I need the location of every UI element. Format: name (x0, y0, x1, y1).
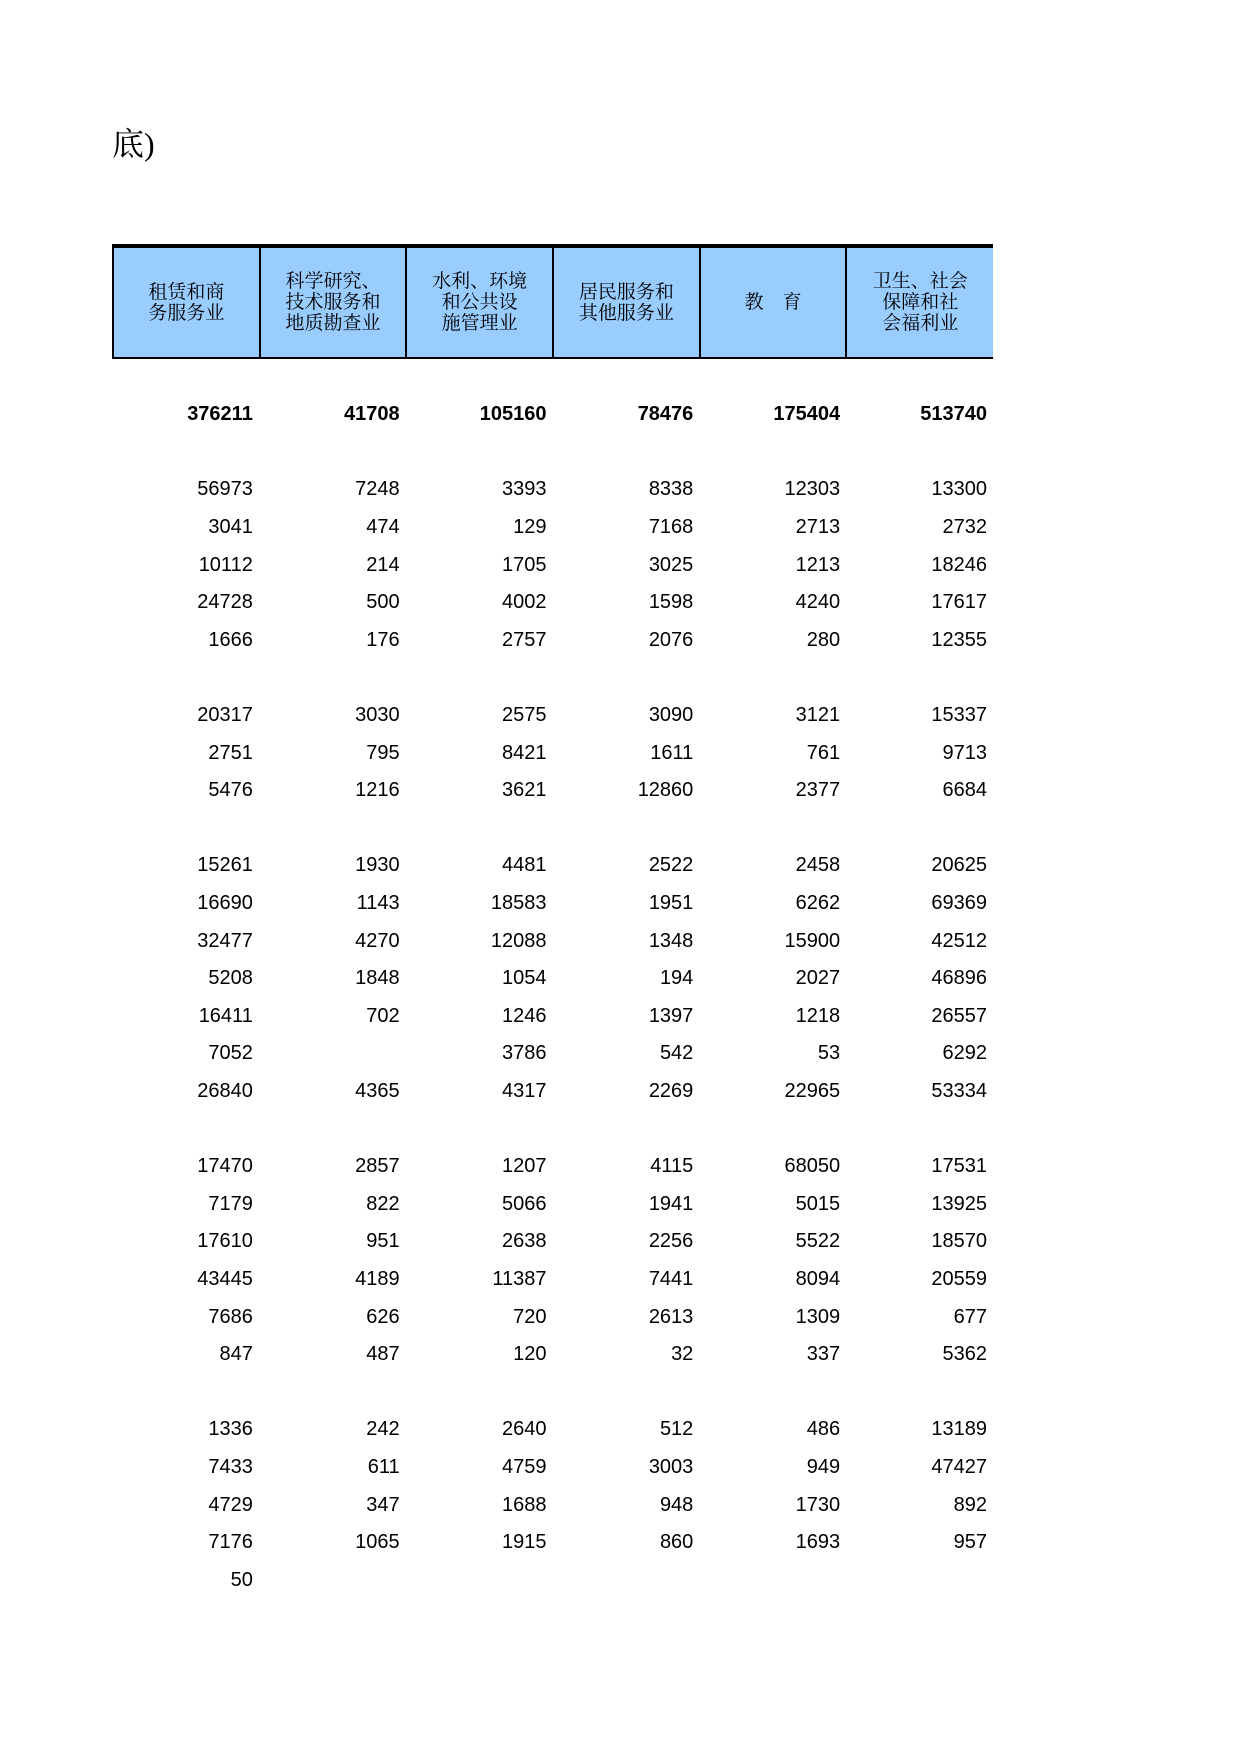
table-cell: 5066 (501, 1192, 547, 1215)
column-header-health-social-welfare: 卫生、社会 保障和社 会福利业 (872, 270, 968, 334)
table-cell: 3121 (795, 704, 841, 727)
table-row (112, 1298, 993, 1336)
table-cell: 474 (366, 516, 400, 539)
table-cell: 3030 (355, 704, 400, 727)
table-cell: 20559 (931, 1267, 987, 1290)
table-cell: 15900 (784, 929, 841, 952)
table-cell: 12355 (931, 628, 987, 651)
table-cell: 2377 (795, 779, 841, 802)
table-cell: 1598 (648, 591, 694, 614)
table-cell: 847 (219, 1343, 253, 1366)
table-cell: 15337 (931, 704, 987, 727)
table-row (112, 772, 993, 810)
table-cell: 1336 (208, 1418, 253, 1441)
table-cell: 18583 (490, 892, 547, 915)
table-body (112, 396, 993, 1599)
table-cell: 3621 (501, 779, 547, 802)
table-row (112, 1336, 993, 1374)
table-cell: 677 (953, 1305, 987, 1328)
table-cell: 13300 (931, 478, 987, 501)
table-cell: 2640 (501, 1418, 547, 1441)
table-cell: 3041 (208, 516, 253, 539)
table-cell: 7052 (208, 1042, 253, 1065)
table-cell: 7179 (208, 1192, 253, 1215)
table-cell: 1213 (795, 553, 841, 576)
table-cell: 17610 (197, 1230, 253, 1253)
table-cell: 7168 (648, 516, 694, 539)
group-spacer (112, 659, 993, 697)
table-row (112, 847, 993, 885)
total-cell: 175404 (773, 403, 841, 426)
table-row (112, 1411, 993, 1449)
table-cell: 948 (659, 1493, 694, 1516)
table-cell: 4481 (501, 854, 547, 877)
table-cell: 1065 (355, 1531, 400, 1554)
total-cell: 41708 (344, 403, 400, 426)
table-cell: 347 (366, 1493, 400, 1516)
page-title: 底) (112, 126, 155, 162)
table-cell: 13925 (931, 1192, 987, 1215)
table-cell: 1915 (501, 1531, 547, 1554)
column-header-resident-services: 居民服务和 其他服务业 (554, 248, 701, 357)
table-cell: 1705 (501, 553, 547, 576)
table-cell: 43445 (197, 1267, 253, 1290)
table-cell: 1054 (501, 967, 547, 990)
table-cell: 17470 (197, 1155, 253, 1178)
table-cell: 2732 (942, 516, 987, 539)
table-cell: 1397 (648, 1004, 694, 1027)
table-cell: 1951 (648, 892, 694, 915)
table-cell: 69369 (931, 892, 987, 915)
table-cell: 1246 (501, 1004, 547, 1027)
table-cell: 17617 (931, 591, 987, 614)
table-cell: 3003 (648, 1455, 694, 1478)
table-row (112, 1148, 993, 1186)
table-cell: 2613 (648, 1305, 694, 1328)
table-cell: 280 (806, 628, 841, 651)
table-cell: 4115 (650, 1155, 694, 1178)
table-cell: 1348 (648, 929, 694, 952)
table-cell: 194 (659, 967, 694, 990)
table-header (112, 244, 993, 359)
table-row (112, 1449, 993, 1487)
table-cell: 15261 (197, 854, 253, 877)
table-cell: 2575 (501, 704, 547, 727)
table-cell: 2638 (501, 1230, 547, 1253)
table-cell: 1688 (501, 1493, 547, 1516)
total-cell: 376211 (187, 403, 253, 426)
table-cell: 68050 (784, 1155, 841, 1178)
table-cell: 2256 (648, 1230, 694, 1253)
table-cell: 486 (806, 1418, 841, 1441)
table-row (112, 1524, 993, 1562)
table-cell: 2076 (648, 628, 694, 651)
table-cell: 16411 (198, 1004, 253, 1027)
table-cell: 860 (659, 1531, 694, 1554)
table-cell: 702 (366, 1004, 400, 1027)
table-cell: 2713 (795, 516, 841, 539)
table-cell: 2522 (648, 854, 694, 877)
column-header-leasing-business-services: 租赁和商 务服务业 (114, 248, 261, 357)
table-cell: 337 (806, 1343, 841, 1366)
table-cell: 22965 (784, 1079, 841, 1102)
table-cell: 951 (366, 1230, 400, 1253)
table-cell: 120 (513, 1343, 547, 1366)
table-cell: 626 (366, 1305, 400, 1328)
table-cell: 822 (366, 1192, 400, 1215)
table-row (112, 960, 993, 998)
table-cell: 1666 (208, 628, 253, 651)
table-cell: 32 (671, 1343, 694, 1366)
table-cell: 6684 (942, 779, 987, 802)
table-cell: 20317 (197, 704, 253, 727)
table-cell: 1218 (795, 1004, 841, 1027)
table-cell: 1309 (795, 1305, 841, 1328)
table-cell: 129 (513, 516, 547, 539)
table-row (112, 471, 993, 509)
table-cell: 949 (806, 1455, 841, 1478)
total-cell: 78476 (637, 403, 694, 426)
table-cell: 11387 (492, 1267, 547, 1290)
table-cell: 242 (366, 1418, 400, 1441)
table-cell: 17531 (931, 1155, 987, 1178)
table-row (112, 922, 993, 960)
total-cell: 513740 (920, 403, 987, 426)
table-row (112, 1185, 993, 1223)
table-row (112, 622, 993, 660)
group-spacer (112, 810, 993, 848)
table-cell: 50 (230, 1568, 253, 1591)
table-cell: 26840 (197, 1079, 253, 1102)
table-row (112, 1223, 993, 1261)
table-cell: 4270 (355, 929, 400, 952)
table-cell: 3393 (501, 478, 547, 501)
table-cell: 16690 (197, 892, 253, 915)
table-cell: 5362 (942, 1343, 987, 1366)
table-cell: 2269 (648, 1079, 694, 1102)
table-row (112, 1486, 993, 1524)
table-cell: 720 (513, 1305, 547, 1328)
table-cell: 53334 (931, 1079, 987, 1102)
table-cell: 46896 (931, 967, 987, 990)
table-cell: 24728 (197, 591, 253, 614)
column-header-education: 教 育 (701, 248, 848, 357)
table-row (112, 697, 993, 735)
table-cell: 512 (659, 1418, 694, 1441)
table-cell: 12088 (490, 929, 547, 952)
table-cell: 3090 (648, 704, 694, 727)
table-cell: 10112 (198, 553, 253, 576)
table-cell: 2757 (501, 628, 547, 651)
group-spacer (112, 1373, 993, 1411)
table-cell: 3786 (501, 1042, 547, 1065)
table-cell: 2027 (795, 967, 841, 990)
table-row (112, 1073, 993, 1111)
table-cell: 47427 (931, 1455, 987, 1478)
table-cell: 18246 (931, 553, 987, 576)
table-cell: 4365 (355, 1079, 400, 1102)
table-cell: 4317 (501, 1079, 547, 1102)
table-cell: 8338 (648, 478, 694, 501)
table-cell: 1693 (795, 1531, 841, 1554)
table-cell: 214 (366, 553, 400, 576)
table-cell: 5476 (208, 779, 253, 802)
table-cell: 4002 (501, 591, 547, 614)
table-cell: 3025 (648, 553, 694, 576)
table-cell: 56973 (197, 478, 253, 501)
table-cell: 611 (367, 1455, 400, 1478)
table-row (112, 1035, 993, 1073)
table-cell: 20625 (931, 854, 987, 877)
column-header-water-environment-facilities: 水利、环境 和公共设 施管理业 (407, 248, 554, 357)
table-cell: 26557 (931, 1004, 987, 1027)
total-cell: 105160 (479, 403, 547, 426)
table-cell: 8421 (501, 741, 547, 764)
table-cell: 7433 (208, 1455, 253, 1478)
table-row (112, 734, 993, 772)
table-cell: 4240 (795, 591, 841, 614)
table-cell: 1207 (501, 1155, 547, 1178)
table-cell: 2458 (795, 854, 841, 877)
table-cell: 7441 (648, 1267, 694, 1290)
table-cell: 2751 (208, 741, 253, 764)
table-row (112, 1561, 993, 1599)
table-cell: 5015 (795, 1192, 841, 1215)
table-cell: 9713 (942, 741, 987, 764)
table-cell: 6262 (795, 892, 841, 915)
table-cell: 4189 (355, 1267, 400, 1290)
table-cell: 5522 (795, 1230, 841, 1253)
table-row (112, 509, 993, 547)
table-cell: 4729 (208, 1493, 253, 1516)
group-spacer (112, 434, 993, 472)
table-cell: 53 (817, 1042, 841, 1065)
table-cell: 18570 (931, 1230, 987, 1253)
total-row (112, 396, 993, 434)
table-cell: 892 (953, 1493, 987, 1516)
table-cell: 1216 (355, 779, 400, 802)
table-cell: 1941 (648, 1192, 694, 1215)
table-cell: 32477 (197, 929, 253, 952)
table-cell: 761 (806, 741, 841, 764)
table-row (112, 885, 993, 923)
table-cell: 8094 (795, 1267, 841, 1290)
table-cell: 1930 (355, 854, 400, 877)
table-cell: 7686 (208, 1305, 253, 1328)
table-cell: 487 (366, 1343, 400, 1366)
table-cell: 176 (366, 628, 400, 651)
table-cell: 13189 (931, 1418, 987, 1441)
group-spacer (112, 1110, 993, 1148)
table-cell: 1730 (795, 1493, 841, 1516)
table-cell: 12860 (637, 779, 694, 802)
table-cell: 5208 (208, 967, 253, 990)
table-row (112, 1261, 993, 1299)
table-cell: 542 (659, 1042, 694, 1065)
table-row (112, 998, 993, 1036)
table-cell: 957 (953, 1531, 987, 1554)
table-cell: 1611 (650, 741, 694, 764)
table-cell: 12303 (784, 478, 841, 501)
table-cell: 2857 (355, 1155, 400, 1178)
table-cell: 500 (366, 591, 400, 614)
table-cell: 7176 (208, 1531, 253, 1554)
table-cell: 6292 (942, 1042, 987, 1065)
table-row (112, 546, 993, 584)
table-cell: 1848 (355, 967, 400, 990)
table-cell: 7248 (355, 478, 400, 501)
table-cell: 1143 (356, 892, 400, 915)
column-header-scientific-research: 科学研究、 技术服务和 地质勘查业 (261, 248, 408, 357)
table-cell: 795 (366, 741, 400, 764)
table-cell: 4759 (501, 1455, 547, 1478)
table-cell: 42512 (931, 929, 987, 952)
table-row (112, 584, 993, 622)
